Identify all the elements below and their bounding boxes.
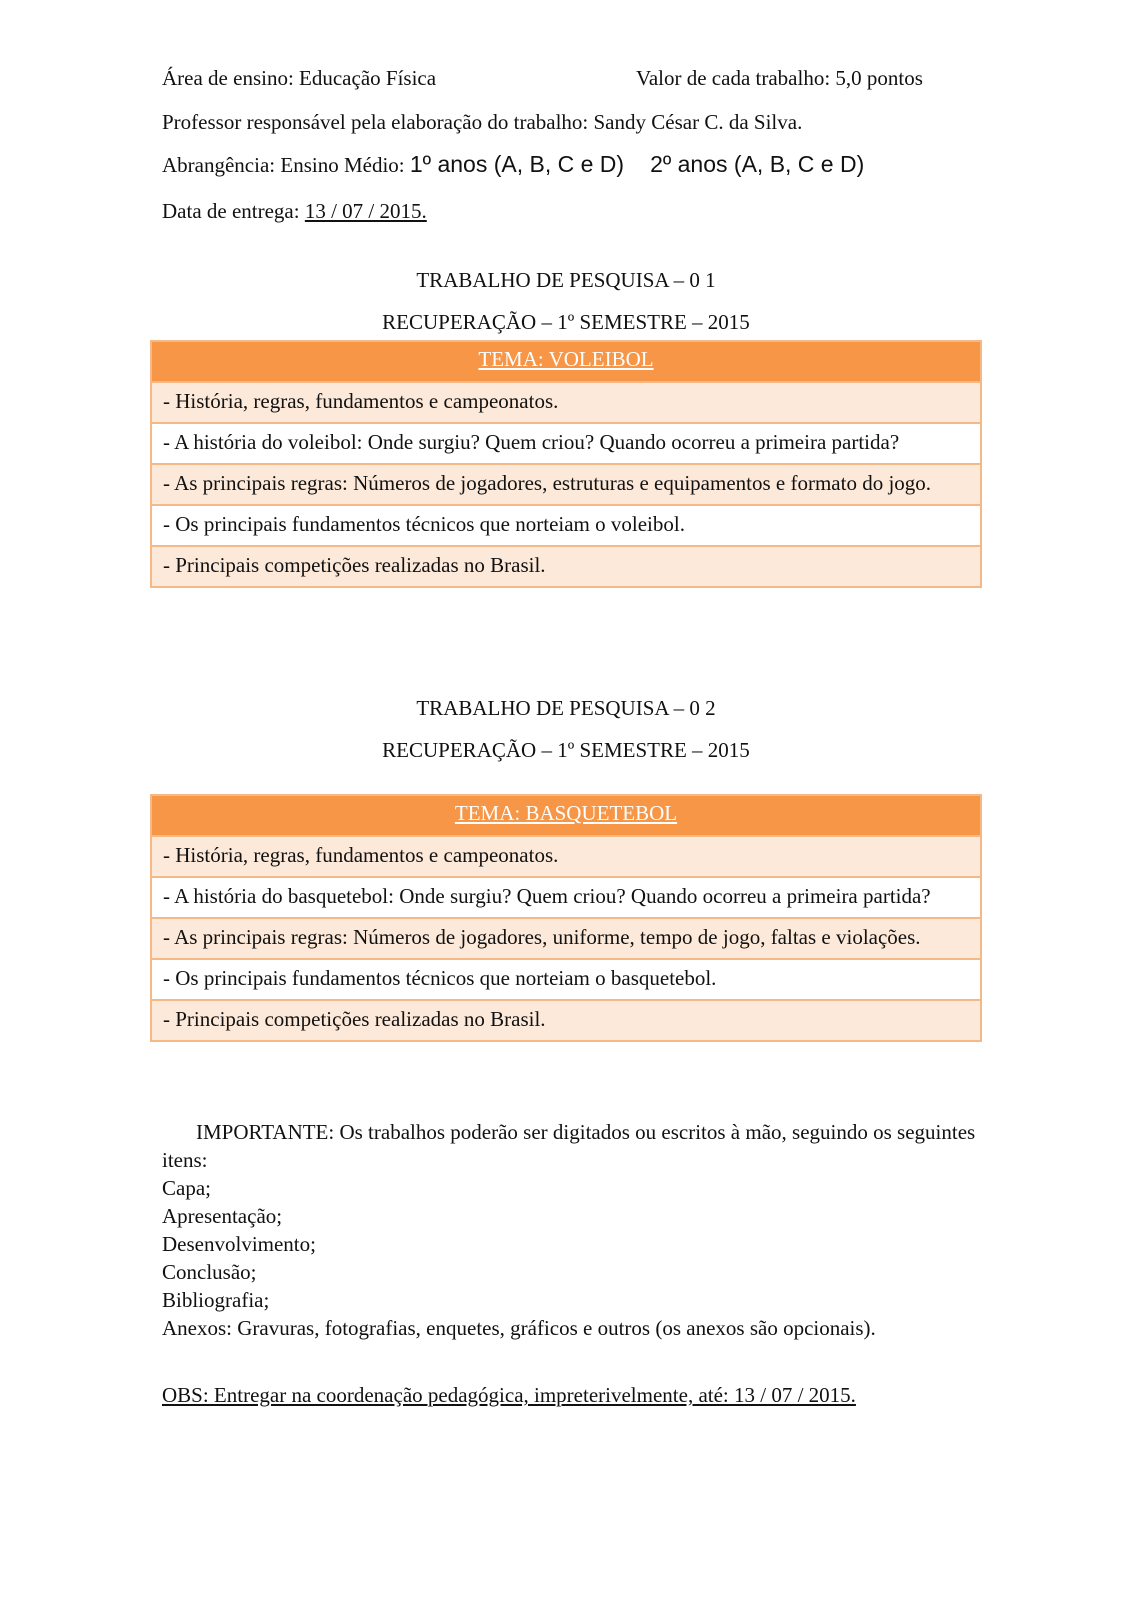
table-row	[151, 464, 981, 505]
importante-item-bibliografia: Bibliografia;	[162, 1288, 270, 1312]
table-row	[151, 959, 981, 1000]
table-row	[151, 1000, 981, 1041]
data-entrega-value: 13 / 07 / 2015.	[304, 199, 427, 223]
trabalho2-table	[150, 794, 982, 1042]
trabalho2-tema: TEMA: BASQUETEBOL	[151, 795, 981, 836]
table-row	[151, 877, 981, 918]
trabalho2-item-3: - As principais regras: Números de jogadores, uniforme, tempo de jogo, faltas e violações.	[151, 918, 981, 959]
importante-intro: IMPORTANTE: Os trabalhos poderão ser digitados ou escritos à mão, seguindo os seguintes itens:	[162, 1120, 976, 1172]
trabalho1-item-4: - Os principais fundamentos técnicos que norteiam o voleibol.	[151, 505, 981, 546]
trabalho2-tema-row	[151, 795, 981, 836]
abrangencia-label: Abrangência: Ensino Médio:	[162, 153, 410, 177]
trabalho1-subtitle: RECUPERAÇÃO – 1º SEMESTRE – 2015	[382, 310, 750, 334]
importante-item-conclusao: Conclusão;	[162, 1260, 257, 1284]
trabalho1-item-1: - História, regras, fundamentos e campeonatos.	[151, 382, 981, 423]
trabalho1-item-2: - A história do voleibol: Onde surgiu? Quem criou? Quando ocorreu a primeira partida?	[151, 423, 981, 464]
area-ensino: Área de ensino: Educação Física	[162, 66, 437, 90]
importante-item-anexos: Anexos: Gravuras, fotografias, enquetes, gráficos e outros (os anexos são opcionais).	[162, 1316, 876, 1340]
trabalho1-tema-row	[151, 341, 981, 382]
abrangencia-anos-2: 2º anos (A, B, C e D)	[650, 151, 865, 177]
trabalho1-title: TRABALHO DE PESQUISA – 0 1	[416, 268, 716, 292]
table-row	[151, 918, 981, 959]
trabalho1-item-5: - Principais competições realizadas no Brasil.	[151, 546, 981, 587]
trabalho1-table	[150, 340, 982, 588]
importante-section	[162, 1118, 982, 1342]
abrangencia-line	[162, 151, 864, 178]
obs-note: OBS: Entregar na coordenação pedagógica, impreterivelmente, até: 13 / 07 / 2015.	[162, 1383, 856, 1407]
trabalho2-title: TRABALHO DE PESQUISA – 0 2	[416, 696, 716, 720]
trabalho2-subtitle: RECUPERAÇÃO – 1º SEMESTRE – 2015	[382, 738, 750, 762]
table-row	[151, 423, 981, 464]
data-entrega-line	[162, 199, 427, 224]
importante-item-capa: Capa;	[162, 1176, 211, 1200]
table-row	[151, 382, 981, 423]
importante-item-desenvolvimento: Desenvolvimento;	[162, 1232, 316, 1256]
table-row	[151, 505, 981, 546]
trabalho2-item-4: - Os principais fundamentos técnicos que norteiam o basquetebol.	[151, 959, 981, 1000]
valor-trabalho: Valor de cada trabalho: 5,0 pontos	[636, 66, 923, 90]
data-entrega-label: Data de entrega:	[162, 199, 305, 223]
table-row	[151, 546, 981, 587]
professor-line: Professor responsável pela elaboração do trabalho: Sandy César C. da Silva.	[162, 110, 803, 134]
table-row	[151, 836, 981, 877]
trabalho2-item-2: - A história do basquetebol: Onde surgiu? Quem criou? Quando ocorreu a primeira partida?	[151, 877, 981, 918]
abrangencia-anos-1: 1º anos (A, B, C e D)	[409, 151, 625, 177]
trabalho1-tema: TEMA: VOLEIBOL	[151, 341, 981, 382]
trabalho1-item-3: - As principais regras: Números de jogadores, estruturas e equipamentos e formato do jogo.	[151, 464, 981, 505]
trabalho2-item-1: - História, regras, fundamentos e campeonatos.	[151, 836, 981, 877]
importante-item-apresentacao: Apresentação;	[162, 1204, 283, 1228]
trabalho2-item-5: - Principais competições realizadas no Brasil.	[151, 1000, 981, 1041]
